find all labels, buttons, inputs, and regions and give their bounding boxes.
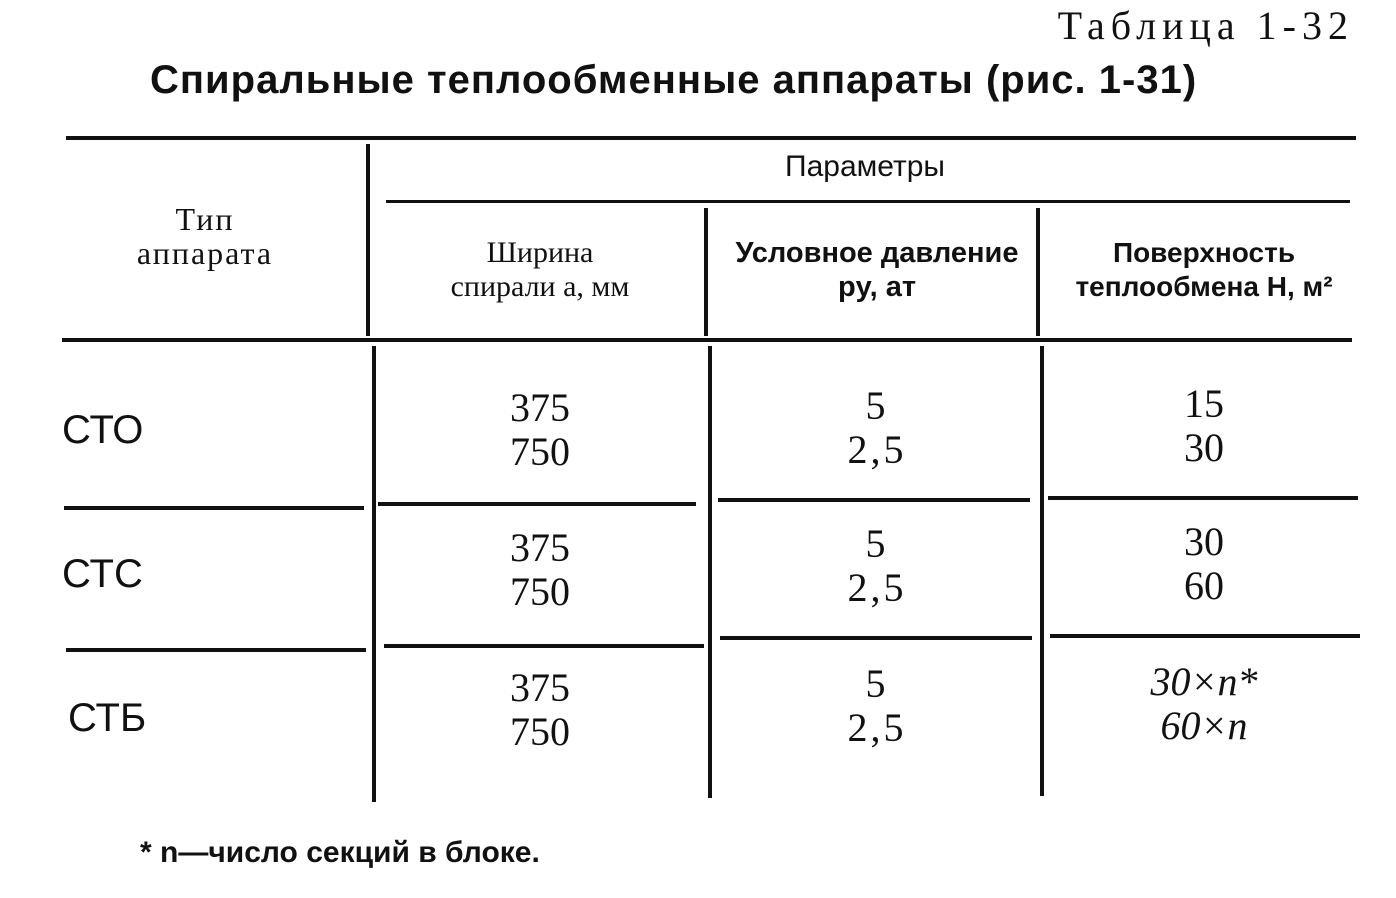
- width-value: 750: [510, 709, 570, 754]
- header-width-line1: Ширина: [486, 236, 594, 269]
- surface-value: 30×n*: [1150, 659, 1258, 704]
- row-type-sts: СТС: [62, 552, 143, 596]
- header-pressure-line1: Условное давление: [735, 237, 1019, 269]
- row-surface: [1044, 382, 1364, 470]
- header-pressure-line2: pу, ат: [837, 271, 917, 303]
- row-separator: [718, 498, 1030, 502]
- header-params: Параметры: [785, 150, 945, 183]
- header-bottom-rule: [62, 338, 1352, 342]
- surface-value: 30: [1184, 519, 1224, 564]
- row-separator: [720, 636, 1032, 640]
- footnote: * n—число секций в блоке.: [140, 836, 540, 869]
- pressure-value: 2,5: [847, 565, 907, 610]
- header-type-line2: аппарата: [136, 235, 274, 271]
- header-surface: [1044, 236, 1364, 304]
- header-type: [80, 202, 330, 270]
- header-surface-line1: Поверхность: [1112, 237, 1296, 268]
- pressure-value: 5: [865, 521, 889, 566]
- table-number: Таблица 1-32: [1057, 3, 1354, 48]
- row-width: [380, 386, 700, 474]
- pressure-value: 5: [865, 383, 889, 428]
- surface-value: 60: [1184, 563, 1224, 608]
- row-separator: [66, 648, 366, 652]
- col-divider: [704, 208, 708, 336]
- top-rule: [66, 136, 1356, 140]
- header-surface-line2: теплообмена H, м²: [1075, 271, 1333, 302]
- row-surface: [1044, 520, 1364, 608]
- header-type-line1: Тип: [175, 201, 235, 237]
- row-type-stb: СТБ: [68, 696, 147, 740]
- width-value: 375: [510, 665, 570, 710]
- width-value: 750: [510, 429, 570, 474]
- surface-value: 30: [1184, 425, 1224, 470]
- row-separator: [378, 502, 696, 506]
- header-width-line2: спирали a, мм: [450, 270, 630, 303]
- row-pressure: [712, 384, 1042, 472]
- surface-value: 15: [1184, 381, 1224, 426]
- col-divider: [366, 144, 370, 336]
- row-pressure: [712, 662, 1042, 750]
- width-value: 375: [510, 525, 570, 570]
- params-underline: [386, 200, 1350, 203]
- row-type-sto: СТО: [62, 408, 144, 452]
- pressure-value: 5: [865, 661, 889, 706]
- row-separator: [1048, 496, 1358, 500]
- row-separator: [1050, 634, 1360, 638]
- row-pressure: [712, 522, 1042, 610]
- row-separator: [384, 644, 704, 648]
- surface-value: 60×n: [1160, 703, 1248, 748]
- row-width: [380, 666, 700, 754]
- width-value: 750: [510, 569, 570, 614]
- pressure-value: 2,5: [847, 705, 907, 750]
- header-width: [380, 236, 700, 304]
- row-width: [380, 526, 700, 614]
- table-title: Спиральные теплообменные аппараты (рис. 1-31): [150, 58, 1198, 102]
- row-separator: [64, 506, 364, 510]
- header-pressure: [712, 236, 1042, 304]
- col-divider: [372, 346, 376, 802]
- pressure-value: 2,5: [847, 427, 907, 472]
- row-surface: [1044, 660, 1364, 748]
- width-value: 375: [510, 385, 570, 430]
